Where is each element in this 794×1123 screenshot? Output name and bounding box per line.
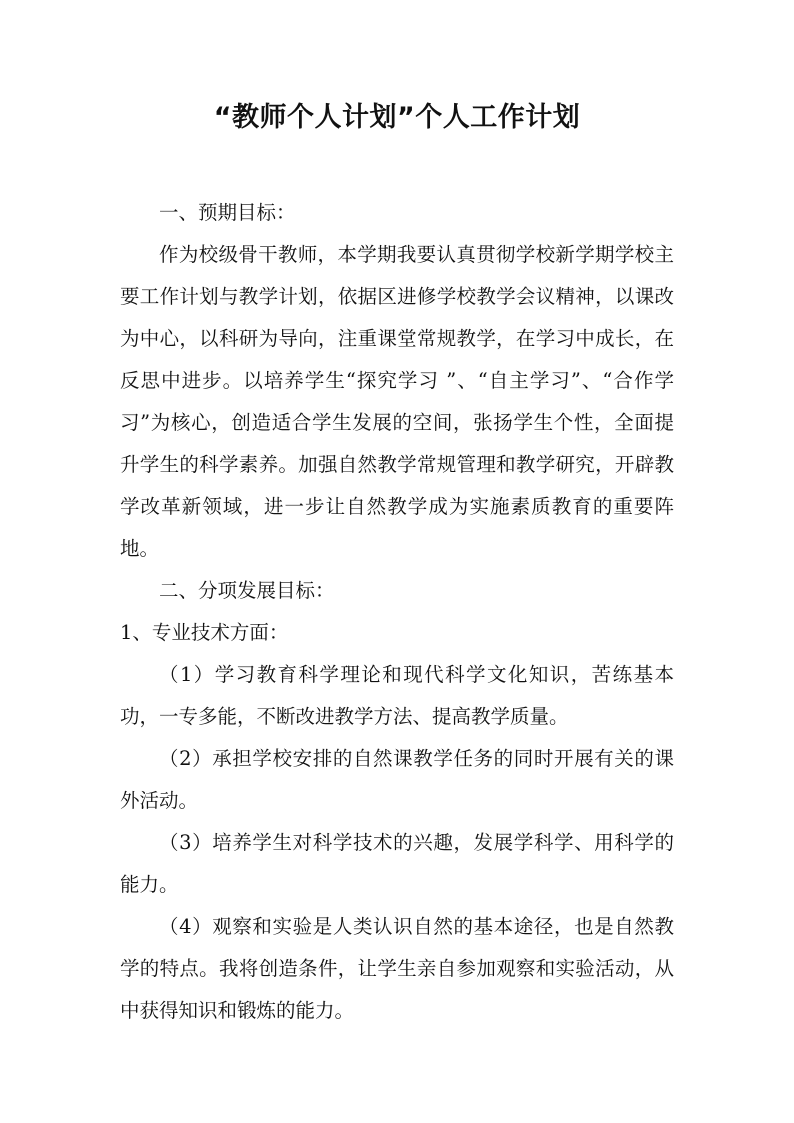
- page-title: “教师个人计划”个人工作计划: [213, 102, 581, 133]
- list-item-1: （1）学习教育科学理论和现代科学文化知识，苦练基本功，一专多能，不断改进教学方法、提高教学质量。: [120, 663, 674, 728]
- paragraph-expected-goals: 作为校级骨干教师，本学期我要认真贯彻学校新学期学校主要工作计划与教学计划，依据区进修学校教学会议精神，以课改为中心，以科研为导向，注重课堂常规教学，在学习中成长，在反思中进步。以培养学生“探究学习 ”、“自主学习”、“合作学习”为核心，创造适合学生发展的空间，张扬学生个性，全面提升学生的科学素养。加强自然教学常规管理和教学研究，开辟教学改革新领域，进一步让自然教学成为实施素质教育的重要阵地。: [120, 243, 674, 560]
- section-heading-expected-goals: 一、预期目标：: [159, 201, 296, 224]
- list-item-4: （4）观察和实验是人类认识自然的基本途径，也是自然教学的特点。我将创造条件，让学生亲自参加观察和实验活动，从中获得知识和锻炼的能力。: [120, 915, 674, 1022]
- subsection-heading-professional: 1、专业技术方面：: [120, 621, 289, 644]
- document-body: [120, 192, 674, 1032]
- list-item-2: （2）承担学校安排的自然课教学任务的同时开展有关的课外活动。: [120, 747, 674, 812]
- section-heading-development-goals: 二、分项发展目标：: [159, 579, 335, 602]
- list-item-3: （3）培养学生对科学技术的兴趣，发展学科学、用科学的能力。: [120, 831, 674, 896]
